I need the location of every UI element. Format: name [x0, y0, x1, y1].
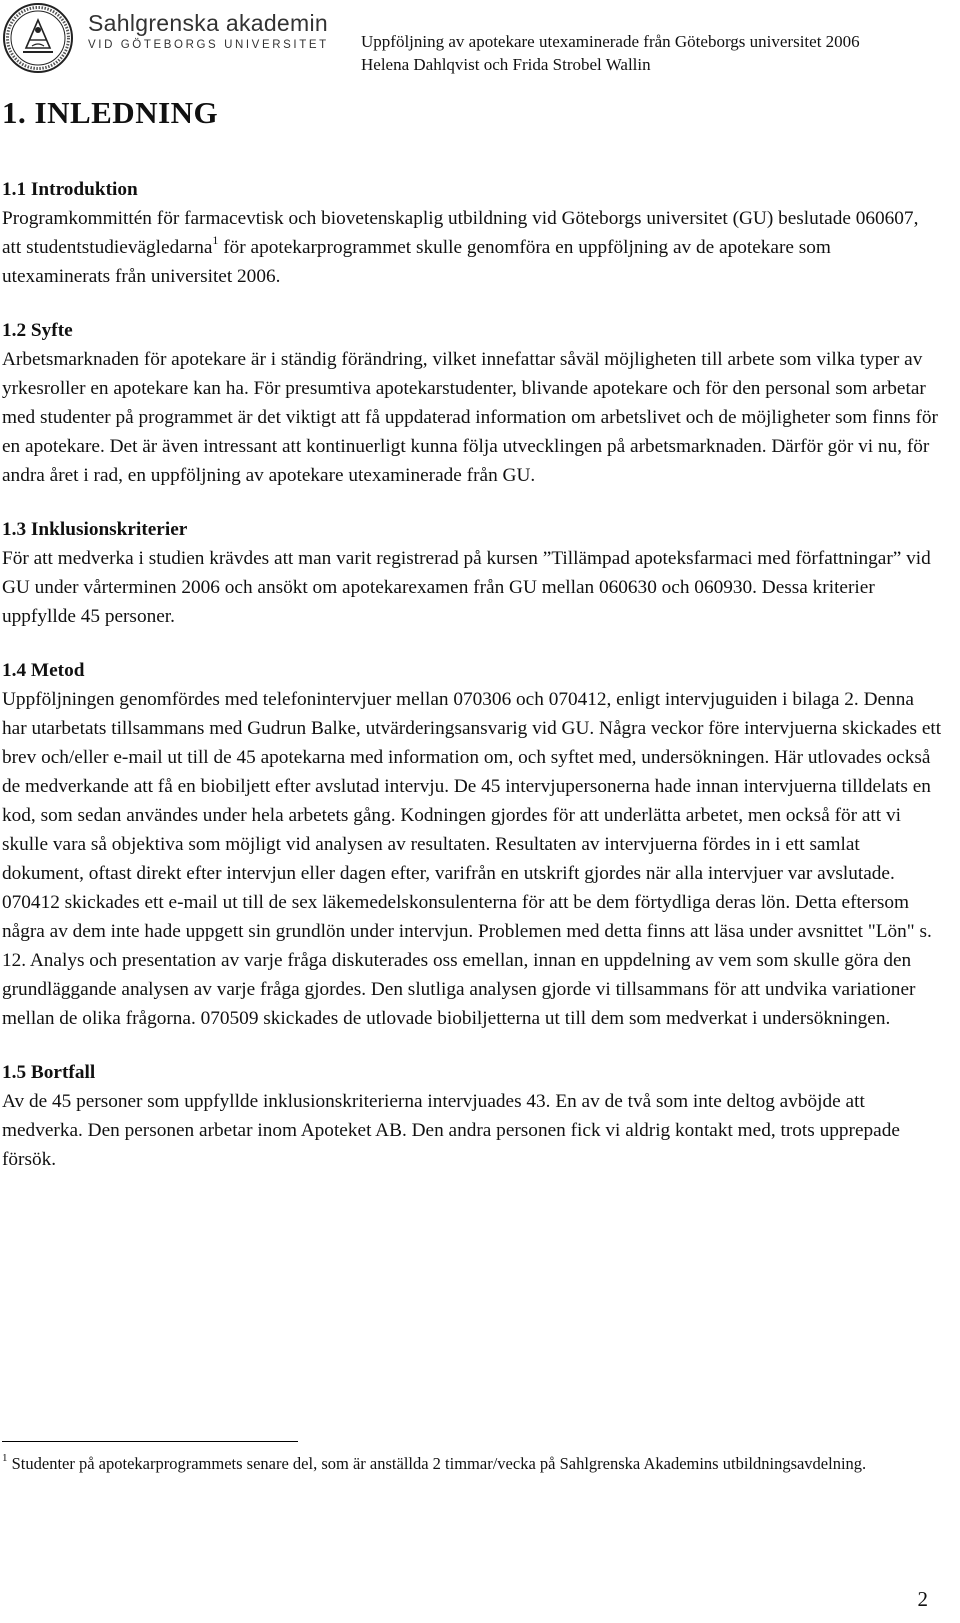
- section-heading: 1.1 Introduktion: [2, 179, 138, 200]
- footnote-divider: [2, 1441, 298, 1442]
- section-method: [2, 656, 942, 1033]
- section-heading: 1.2 Syfte: [2, 320, 73, 341]
- section-text: Uppföljningen genomfördes med telefonintervjuer mellan 070306 och 070412, enligt intervjuguiden i bilaga 2. Denna har utarbetats tillsammans med Gudrun Balke, utvärderingsansvarig vid GU. Några veckor före intervjuerna skickades ett brev och/eller e-mail ut till de 45 apotekarna med information om, och syftet med, undersökningen. Här utlovades också de medverkande att få en biobiljett efter avslutad intervju. De 45 intervjupersonerna hade innan intervjuerna tilldelats en kod, som sedan användes under hela arbetets gång. Kodningen gjordes för att underlätta arbetet, men också för att vi skulle vara så objektiva som möjligt vid analysen av resultaten. Resultaten av intervjuerna fördes in i ett samlat dokument, oftast direkt efter intervjun eller dagen efter, varifrån en utskrift gjordes när alla intervjuer var avslutade. 070412 skickades ett e-mail ut till de sex läkemedelskonsulenterna för att be dem förtydliga deras lön. Detta eftersom några av dem inte hade uppgett sin grundlön under intervjun. Problemen med detta finns att läsa under avsnittet "Lön" s. 12. Analys och presentation av varje fråga diskuterades oss emellan, innan en uppdelning av vem som skulle göra den grundläggande analysen av varje fråga gjordes. Den slutliga analysen gjorde vi tillsammans för att undvika variationer mellan de olika frågorna. 070509 skickades de utlovade biobiljetterna ut till dem som medverkat i undersökningen.: [2, 689, 942, 1029]
- brand-name: Sahlgrenska akademin: [88, 10, 328, 36]
- section-text-part: Programkommittén för farmacevtisk och biovetenskaplig utbildning vid Göteborgs universitet (GU) beslutade 060607, att studentstudievägledarna: [2, 208, 919, 258]
- document-body: [2, 175, 942, 1199]
- section-text: För att medverka i studien krävdes att man varit registrerad på kursen ”Tillämpad apoteksfarmaci med författningar” vid GU under vårterminen 2006 och ansökt om apotekarexamen från GU mellan 060630 och 060930. Dessa kriterier uppfyllde 45 personer.: [2, 548, 931, 627]
- section-purpose: [2, 316, 942, 490]
- footnote-ref: 1: [212, 232, 219, 247]
- page-number: 2: [917, 1587, 928, 1611]
- section-dropout: [2, 1058, 942, 1174]
- footnote: [2, 1453, 942, 1475]
- section-heading: 1.4 Metod: [2, 660, 85, 681]
- section-text-part: för apotekarprogrammet skulle genomföra en uppföljning av de apotekare som utexaminerats från universitet 2006.: [2, 237, 831, 287]
- brand: [88, 10, 329, 51]
- report-title: Uppföljning av apotekare utexaminerade från Göteborgs universitet 2006: [361, 32, 860, 51]
- section-inclusion-criteria: [2, 515, 942, 631]
- section-heading: 1.5 Bortfall: [2, 1062, 96, 1083]
- section-introduction: [2, 175, 942, 291]
- footnote-marker: 1: [2, 1451, 8, 1464]
- report-authors: Helena Dahlqvist och Frida Strobel Wallin: [361, 55, 651, 74]
- university-seal-icon: [2, 2, 74, 74]
- footnote-text: Studenter på apotekarprogrammets senare del, som är anställda 2 timmar/vecka på Sahlgrenska Akademins utbildningsavdelning.: [7, 1454, 867, 1473]
- section-text: [2, 204, 942, 291]
- section-heading: 1.3 Inklusionskriterier: [2, 519, 188, 540]
- report-meta: [361, 30, 860, 76]
- page-header: [0, 0, 960, 84]
- chapter-title: 1. INLEDNING: [2, 95, 219, 130]
- brand-subtitle: VID GÖTEBORGS UNIVERSITET: [88, 39, 329, 51]
- section-text: Av de 45 personer som uppfyllde inklusionskriterierna intervjuades 43. En av de två som inte deltog avböjde att medverka. Den personen arbetar inom Apoteket AB. Den andra personen fick vi aldrig kontakt med, trots upprepade försök.: [2, 1091, 900, 1170]
- section-text: Arbetsmarknaden för apotekare är i ständig förändring, vilket innefattar såväl möjligheten till arbete som vilka typer av yrkesroller en apotekare kan ha. För presumtiva apotekarstudenter, blivande apotekare och för den personal som arbetar med studenter på programmet är det viktigt att få uppdaterad information om arbetslivet och de möjligheter som finns för en apotekare. Det är även intressant att kontinuerligt kunna följa utvecklingen på arbetsmarknaden. Därför gör vi nu, för andra året i rad, en uppföljning av apotekare utexaminerade från GU.: [2, 349, 938, 486]
